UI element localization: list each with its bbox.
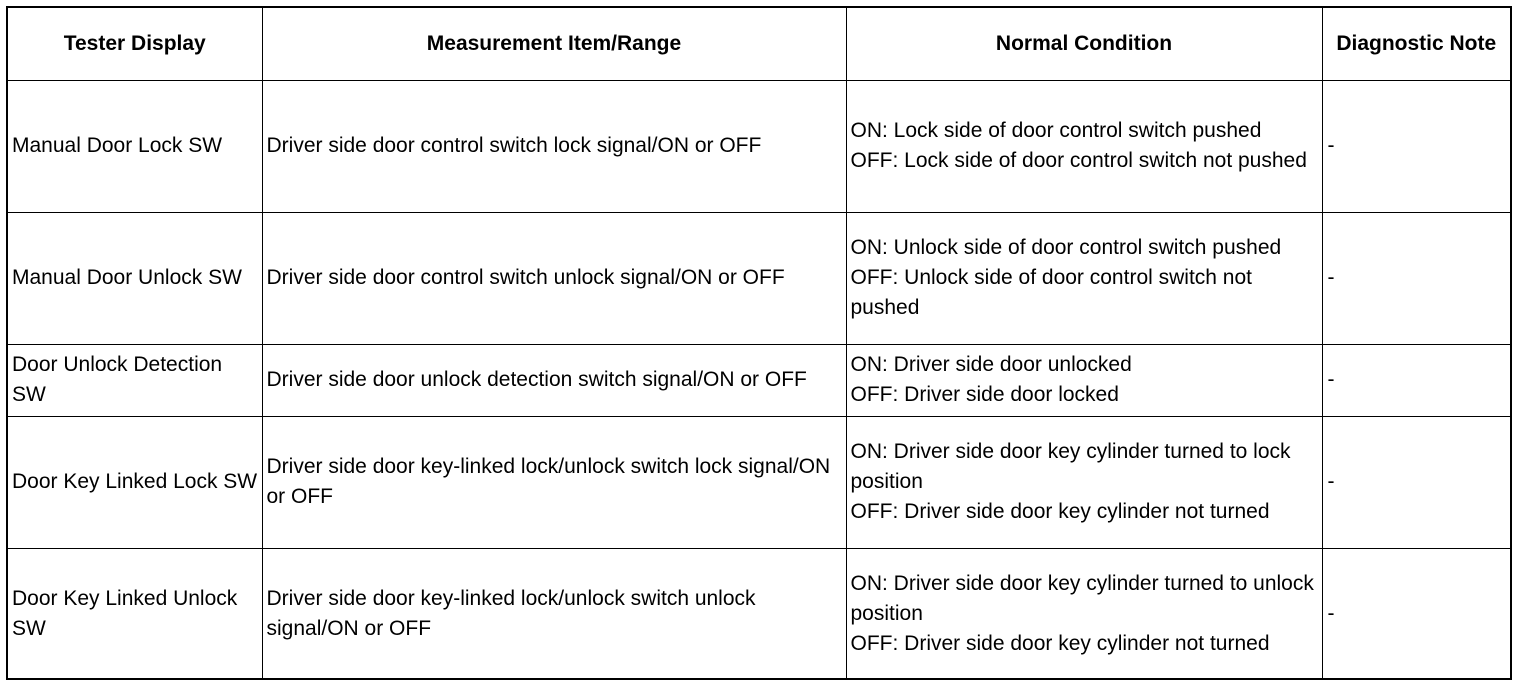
normal-condition-off: OFF: Driver side door key cylinder not turned	[850, 500, 1270, 523]
cell-diagnostic-note: -	[1322, 80, 1510, 212]
table-row	[8, 212, 1510, 344]
table-row	[8, 416, 1510, 548]
table-row	[8, 80, 1510, 212]
cell-normal-condition	[846, 416, 1322, 548]
cell-measurement: Driver side door unlock detection switch signal/ON or OFF	[262, 344, 846, 416]
cell-diagnostic-note: -	[1322, 212, 1510, 344]
cell-diagnostic-note: -	[1322, 416, 1510, 548]
data-list-table	[8, 8, 1510, 680]
table-row	[8, 548, 1510, 680]
normal-condition-off: OFF: Lock side of door control switch not pushed	[850, 149, 1307, 172]
data-list-table-container	[6, 6, 1512, 680]
normal-condition-on: ON: Driver side door key cylinder turned to lock position	[850, 440, 1291, 493]
header-measurement-item-range: Measurement Item/Range	[262, 8, 846, 80]
cell-measurement: Driver side door key-linked lock/unlock switch lock signal/ON or OFF	[262, 416, 846, 548]
normal-condition-on: ON: Driver side door key cylinder turned to unlock position	[850, 572, 1314, 626]
normal-condition-off: OFF: Driver side door key cylinder not turned	[850, 632, 1270, 656]
cell-normal-condition	[846, 548, 1322, 680]
cell-tester-display: Door Key Linked Unlock SW	[8, 548, 262, 680]
table-row	[8, 344, 1510, 416]
cell-normal-condition	[846, 80, 1322, 212]
table-header-row	[8, 8, 1510, 80]
header-tester-display: Tester Display	[8, 8, 262, 80]
normal-condition-off: OFF: Driver side door locked	[850, 383, 1119, 406]
cell-measurement: Driver side door control switch unlock signal/ON or OFF	[262, 212, 846, 344]
cell-measurement: Driver side door control switch lock signal/ON or OFF	[262, 80, 846, 212]
header-diagnostic-note: Diagnostic Note	[1322, 8, 1510, 80]
cell-diagnostic-note: -	[1322, 548, 1510, 680]
cell-normal-condition	[846, 212, 1322, 344]
cell-tester-display: Manual Door Lock SW	[8, 80, 262, 212]
cell-tester-display: Manual Door Unlock SW	[8, 212, 262, 344]
normal-condition-on: ON: Lock side of door control switch pushed	[850, 119, 1262, 142]
cell-normal-condition	[846, 344, 1322, 416]
normal-condition-on: ON: Driver side door unlocked	[850, 353, 1132, 376]
cell-tester-display: Door Key Linked Lock SW	[8, 416, 262, 548]
cell-tester-display: Door Unlock Detection SW	[8, 344, 262, 416]
normal-condition-off: OFF: Unlock side of door control switch not pushed	[850, 266, 1252, 319]
normal-condition-on: ON: Unlock side of door control switch pushed	[850, 236, 1282, 259]
cell-measurement: Driver side door key-linked lock/unlock switch unlock signal/ON or OFF	[262, 548, 846, 680]
cell-diagnostic-note: -	[1322, 344, 1510, 416]
header-normal-condition: Normal Condition	[846, 8, 1322, 80]
